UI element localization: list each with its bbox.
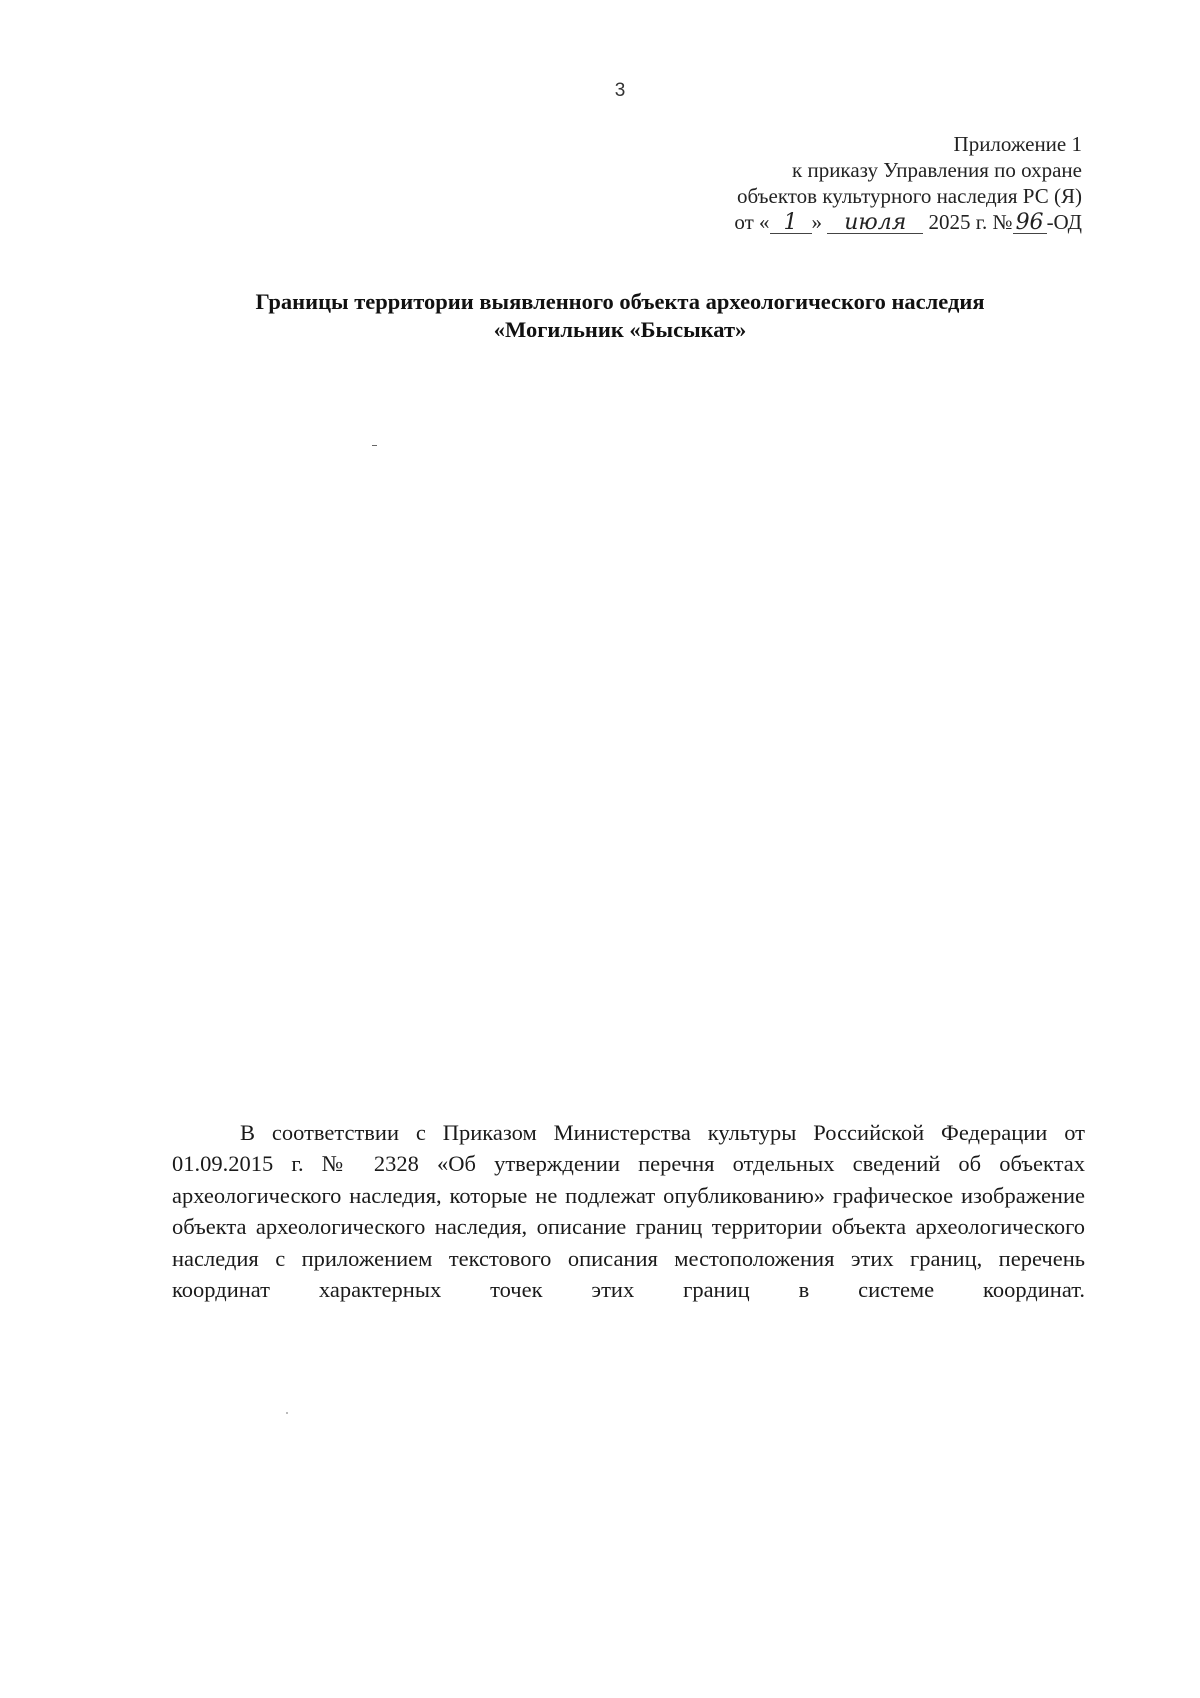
date-prefix: от « <box>734 210 770 234</box>
appendix-label: Приложение 1 <box>953 132 1082 156</box>
title-line-2: «Могильник «Бысыкат» <box>493 317 747 342</box>
handwritten-month: июля <box>827 213 923 234</box>
appendix-order-ref: к приказу Управления по охране <box>792 158 1082 182</box>
document-title <box>150 288 1090 344</box>
order-suffix: -ОД <box>1046 210 1082 234</box>
appendix-authority: объектов культурного наследия РС (Я) <box>737 184 1082 208</box>
page-number: 3 <box>614 80 626 101</box>
handwritten-order-number: 96 <box>1013 213 1047 234</box>
title-line-1: Границы территории выявленного объекта археологического наследия <box>255 289 985 314</box>
body-paragraph: В соответствии с Приказом Министерства культуры Российской Федерации от 01.09.2015 г. № 2328 «Об утверждении перечня отдельных сведений об объектах археологического наследия, которые не подлежат опубликованию» графическое изображение объекта археологического наследия, описание границ территории объекта археологического наследия с приложением текстового описания местоположения этих границ, перечень координат характерных точек этих границ в системе координат. <box>172 1120 1085 1303</box>
scan-speck <box>372 445 377 446</box>
date-mid: » <box>811 210 823 234</box>
appendix-date-line <box>734 209 1082 235</box>
year-text: 2025 г. № <box>928 210 1013 234</box>
scan-speck-2 <box>286 1412 288 1414</box>
handwritten-day: 1 <box>770 213 812 234</box>
appendix-header <box>734 131 1082 235</box>
